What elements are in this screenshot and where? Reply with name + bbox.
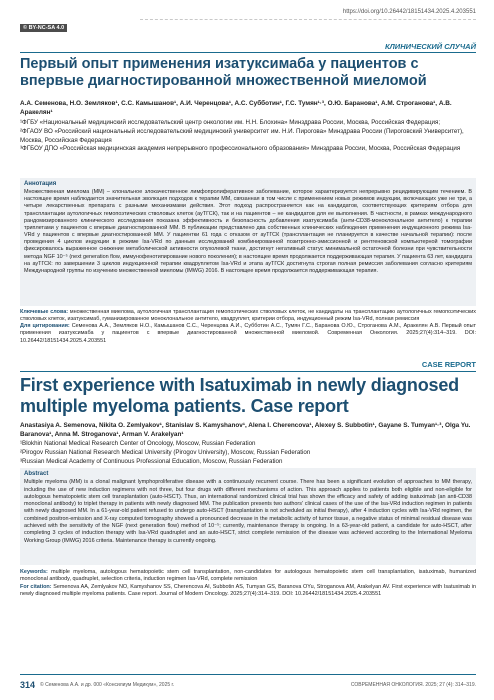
keywords-citation-en — [20, 569, 476, 598]
keywords-heading-ru: Ключевые слова: — [20, 309, 69, 315]
citation-heading-ru: Для цитирования: — [20, 323, 70, 330]
section-label-ru: КЛИНИЧЕСКИЙ СЛУЧАЙ — [385, 42, 476, 51]
citation-text-ru: Семенова А.А., Земляков Н.О., Камышанов С.С., Черенцова А.И., Субботин А.С., Тумян Г.С., Баранова О.Ю., Строганова А.М., Аракелян А.В. Первый опыт применения изатуксимаба у пациентов с впервые диагностированной множественной миеломой. Современная Онкология. 2025;27(4):314–319. DOI: 10.26442/18151434.2025.4.203551 — [20, 323, 477, 344]
affiliation-en-3: ³Russian Medical Academy of Continuous Professional Education, Moscow, Russian Federation — [20, 457, 283, 465]
citation-heading-en: For citation: — [20, 583, 52, 590]
footer-divider — [20, 674, 476, 675]
affiliations-en — [20, 440, 476, 466]
article-title-en: First experience with Isatuximab in newly diagnosed multiple myeloma patients. Case report — [20, 375, 459, 416]
page-number: 314 — [20, 680, 36, 690]
affiliation-en-2: ²Pirogov Russian National Research Medical University (Pirogov University), Moscow, Russian Federation — [20, 448, 311, 456]
keywords-text-ru: множественная миелома, аутологичная трансплантация гемопоэтических стволовых клеток, не кандидаты на трансплантацию аутологичных гемопоэтических стволовых клеток, изатуксимаб, гуманизированное моноклональное антитело, квадруплет, критерии отбора, индукционный режим Isa-VRd, полная ремиссия — [20, 309, 476, 323]
affiliation-en-1: ¹Blokhin National Medical Research Center of Oncology, Moscow, Russian Federation — [20, 440, 256, 447]
license-badge: © BY-NC-SA 4.0 — [20, 24, 67, 32]
keywords-heading-en: Keywords: — [20, 569, 48, 575]
affiliation-ru-2: ²ФГАОУ ВО «Российский национальный исследовательский медицинский университет им. Н.И. Пирогова» Минздрава России (Пироговский Университет), Москва, Российская Федерация — [20, 127, 464, 144]
doi-link[interactable]: https://doi.org/10.26442/18151434.2025.4.203551 — [342, 9, 476, 15]
journal-reference: СОВРЕМЕННАЯ ОНКОЛОГИЯ. 2025; 27 (4): 314–319. — [350, 682, 476, 688]
header-divider — [140, 19, 476, 20]
keywords-text-en: multiple myeloma, autologous hematopoietic stem cell transplantation, non-candidates for autologous hematopoietic stem cell transplantation, isatuximab, humanized monoclonal antibody, quadruplet, selection criteria, induction regimen Isa-VRd, complete remission — [20, 569, 477, 583]
affiliation-ru-1: ¹ФГБУ «Национальный медицинский исследовательский центр онкологии им. Н.Н. Блохина» Минздрава России, Москва, Российская Федерация; — [20, 119, 441, 126]
section-divider-ru — [20, 52, 476, 53]
citation-text-en: Semenova AA, Zemlyakov NO, Kamyshanov SS, Cherencova AI, Subbotin AS, Tumyan GS, Baranova OYu, Stroganova AM, Arakelyan AV. First experience with Isatuximab in newly diagnosed multiple myeloma patients. Case report. Journal of Modern Oncology. 2025;27(4):314–319. DOI: 10.26442/18151434.2025.4.203551 — [20, 583, 477, 597]
section-divider-en — [20, 371, 476, 372]
abstract-heading-en: Abstract — [24, 471, 49, 477]
section-label-en: CASE REPORT — [421, 360, 476, 369]
abstract-box-en — [20, 468, 476, 565]
abstract-text-en: Multiple myeloma (MM) is a clonal malignant lymphoproliferative disease with a continuously recurrent course. There has been a significant evolution of approaches to MM therapy, including the use of new induction regimens with not three, but four drugs with different mechanisms of action. This approach applies to patients both eligible and non-eligible for autologous hematopoietic stem cell transplantation (auto-HSCT). Thus, an international randomized clinical trial has shown the efficacy and safety of adding isatuximab (an anti-CD38 monoclonal antibody) to triplet therapy in patients with newly diagnosed MM. The publication presents two authors' clinical cases of the use of the Isa-VRd induction regimen in patients with newly diagnosed MM. In a 61-year-old patient refused to undergo auto-HSCT (transplantation is not scheduled as initial therapy), after 4 induction cycles with Isa-VRd regimen, the combined positron-emission and X-ray computed tomography showed a pronounced decrease in the metabolic activity of tumor tissue, a negative status of minimal residual disease was achieved with the sensitivity of the NGF (next generation flow) method of 10⁻⁵; currently, maintenance therapy is ongoing. In a 63-year-old patient, a candidate for auto-HSCT, after completing 3 cycles of induction therapy with Isa-VRd quadruplet and an auto-HSCT, strict complete remission of the disease was achieved according to the International Myeloma Working Group (IMWG) 2016 criteria. Maintenance therapy is currently ongoing. — [24, 479, 472, 544]
authors-en: Anastasiya A. Semenova, Nikita O. Zemlyakov¹, Stanislav S. Kamyshanov¹, Alena I. Cherencova¹, Alexey S. Subbotin¹, Gayane S. Tumyan¹·³, Olga Yu. Baranova¹, Anna M. Stroganova¹, Arman V. Arakelyan¹ — [20, 422, 471, 438]
abstract-heading-ru: Аннотация — [24, 181, 57, 187]
article-title-ru: Первый опыт применения изатуксимаба у пациентов с впервые диагностированной множественной миеломой — [20, 56, 427, 89]
affiliations-ru — [20, 119, 476, 154]
affiliation-ru-3: ³ФГБОУ ДПО «Российская медицинская академия непрерывного профессионального образования» Минздрава России, Москва, Российская Федерация — [20, 145, 461, 153]
keywords-citation-ru — [20, 309, 476, 345]
abstract-box-ru — [20, 178, 476, 306]
copyright-notice: © Семенова А.А. и др. 000 «Консилиум Медикум», 2025 г. — [40, 682, 175, 688]
authors-ru: А.А. Семенова, Н.О. Земляков¹, С.С. Камышанов¹, А.И. Черенцова¹, А.С. Субботин¹, Г.С. Тумян¹·³, О.Ю. Баранова¹, А.М. Строганова¹, А.В. Аракелян¹ — [20, 100, 452, 116]
abstract-text-ru: Множественная миелома (ММ) – клональное злокачественное лимфопролиферативное заболевание, которое характеризуется непрерывно рецидивирующим течением. В настоящее время наблюдается значительная эволюция подходов к терапии ММ, связанная в том числе с применением новых режимов индукции, включающих уже не три, а четыре лекарственных препарата с разными механизмами действия. Этот подход распространяется как на кандидатов, соответствующих критериям отбора для трансплантации аутологичных гемопоэтических стволовых клеток (ауТГСК), так и на пациентов – не кандидатов для ее выполнения. В частности, в рамках международного рандомизированного клинического исследования показана эффективность и безопасность добавления изатуксимаба (анти-CD38-моноклональное антитело) к терапии триплетами у пациентов с впервые диагностированной ММ. В публикации представлено два собственных клинических наблюдения применения индукционного режима Isa-VRd у пациентов с впервые диагностированной ММ. У пациентки 61 года с отказом от ауТГСК (трансплантация не планируется в качестве начальной терапии): после проведения 4 циклов индукции в режиме Isa-VRd по данным исследований комбинированной позитронно-эмиссионной и рентгеновской компьютерной томографии фиксировалось выраженное снижение метаболической активности опухолевой ткани, достигнут негативный статус минимальной остаточной болезни при чувствительности метода NGF 10⁻⁵ (next generation flow, иммунофенотипирование нового поколения); в настоящее время продолжается поддерживающая терапия. У пациента 63 лет, кандидата на ауТГСК: по завершении 3 циклов индукционной терапии квадруплетом Isa-VRd и этапа ауТГСК достигнута строгая полная ремиссия заболевания согласно критериям Международной группы по изучению множественной миеломы (IMWG) 2016. В настоящее время продолжается поддерживающая терапия. — [24, 189, 472, 274]
